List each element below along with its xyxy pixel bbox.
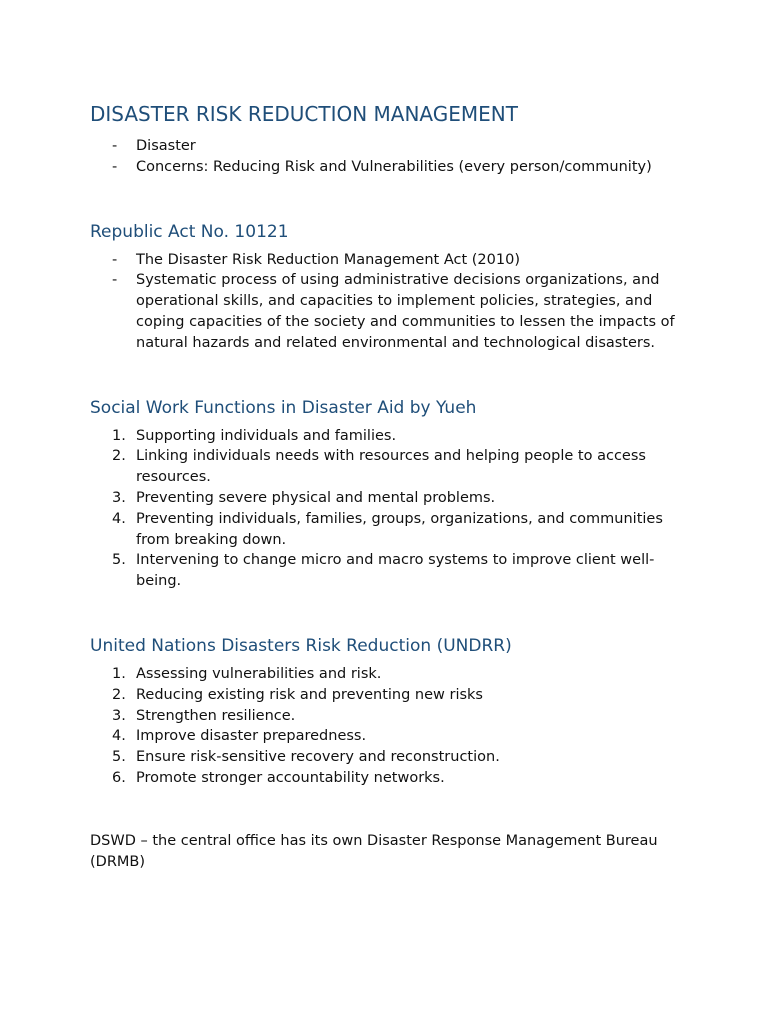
list-item-text: Disaster — [136, 138, 196, 154]
section-heading: United Nations Disasters Risk Reduction (UNDRR) — [90, 635, 512, 656]
social-work-list — [90, 426, 680, 592]
list-item — [90, 136, 680, 157]
list-item — [90, 664, 680, 685]
document-page — [90, 100, 680, 887]
number-marker: 5. — [112, 552, 126, 569]
list-item-text: Strengthen resilience. — [136, 707, 296, 724]
list-item-text: Supporting individuals and families. — [136, 427, 397, 444]
footer-paragraph: DSWD – the central office has its own Disaster Response Management Bureau (DRMB) — [90, 832, 658, 870]
list-item — [90, 270, 680, 353]
section-heading: Republic Act No. 10121 — [90, 221, 289, 242]
list-item — [90, 685, 680, 706]
list-item-text: Improve disaster preparedness. — [136, 728, 367, 745]
undrr-list — [90, 664, 680, 789]
list-item — [90, 747, 680, 768]
number-marker: 4. — [112, 510, 126, 527]
list-item-text: The Disaster Risk Reduction Management Act (2010) — [136, 251, 520, 268]
list-item-text: Reducing existing risk and preventing new risks — [136, 686, 483, 703]
section-republic-act — [90, 220, 680, 354]
list-item — [90, 426, 680, 447]
list-item-text: Promote stronger accountability networks. — [136, 769, 445, 786]
list-item — [90, 250, 680, 271]
number-marker: 1. — [112, 427, 126, 444]
section-undrr — [90, 634, 680, 789]
section-heading: Social Work Functions in Disaster Aid by Yueh — [90, 397, 477, 418]
list-item-text: Intervening to change micro and macro systems to improve client well-being. — [136, 552, 655, 590]
dash-marker: - — [112, 158, 118, 175]
list-item — [90, 157, 680, 178]
number-marker: 2. — [112, 448, 126, 465]
list-item-text: Assessing vulnerabilities and risk. — [136, 665, 382, 682]
number-marker: 3. — [112, 489, 126, 506]
list-item-text: Systematic process of using administrative decisions organizations, and operational skills, and capacities to implement policies, strategies, and coping capacities of the society and communities to lessen the impacts of natural hazards and related environmental and technological disasters. — [136, 272, 675, 351]
section-intro — [90, 100, 680, 178]
number-marker: 2. — [112, 686, 126, 703]
document-title: DISASTER RISK REDUCTION MANAGEMENT — [90, 102, 518, 126]
list-item-text: Linking individuals needs with resources and helping people to access resources. — [136, 448, 646, 486]
dash-marker: - — [112, 251, 118, 268]
list-item — [90, 768, 680, 789]
number-marker: 4. — [112, 728, 126, 745]
list-item — [90, 726, 680, 747]
list-item — [90, 550, 680, 592]
dash-marker: - — [112, 272, 118, 289]
list-item-text: Preventing severe physical and mental problems. — [136, 489, 496, 506]
list-item-text: Ensure risk-sensitive recovery and reconstruction. — [136, 749, 500, 766]
number-marker: 6. — [112, 769, 126, 786]
list-item-text: Preventing individuals, families, groups, organizations, and communities from breaking down. — [136, 510, 663, 548]
number-marker: 1. — [112, 665, 126, 682]
list-item-text: Concerns: Reducing Risk and Vulnerabilities (every person/community) — [136, 158, 652, 175]
section-social-work — [90, 396, 680, 592]
list-item — [90, 488, 680, 509]
list-item — [90, 446, 680, 488]
intro-list — [90, 136, 680, 178]
republic-act-list — [90, 250, 680, 354]
list-item — [90, 509, 680, 551]
list-item — [90, 706, 680, 727]
dash-marker: - — [112, 138, 118, 154]
number-marker: 5. — [112, 749, 126, 766]
number-marker: 3. — [112, 707, 126, 724]
